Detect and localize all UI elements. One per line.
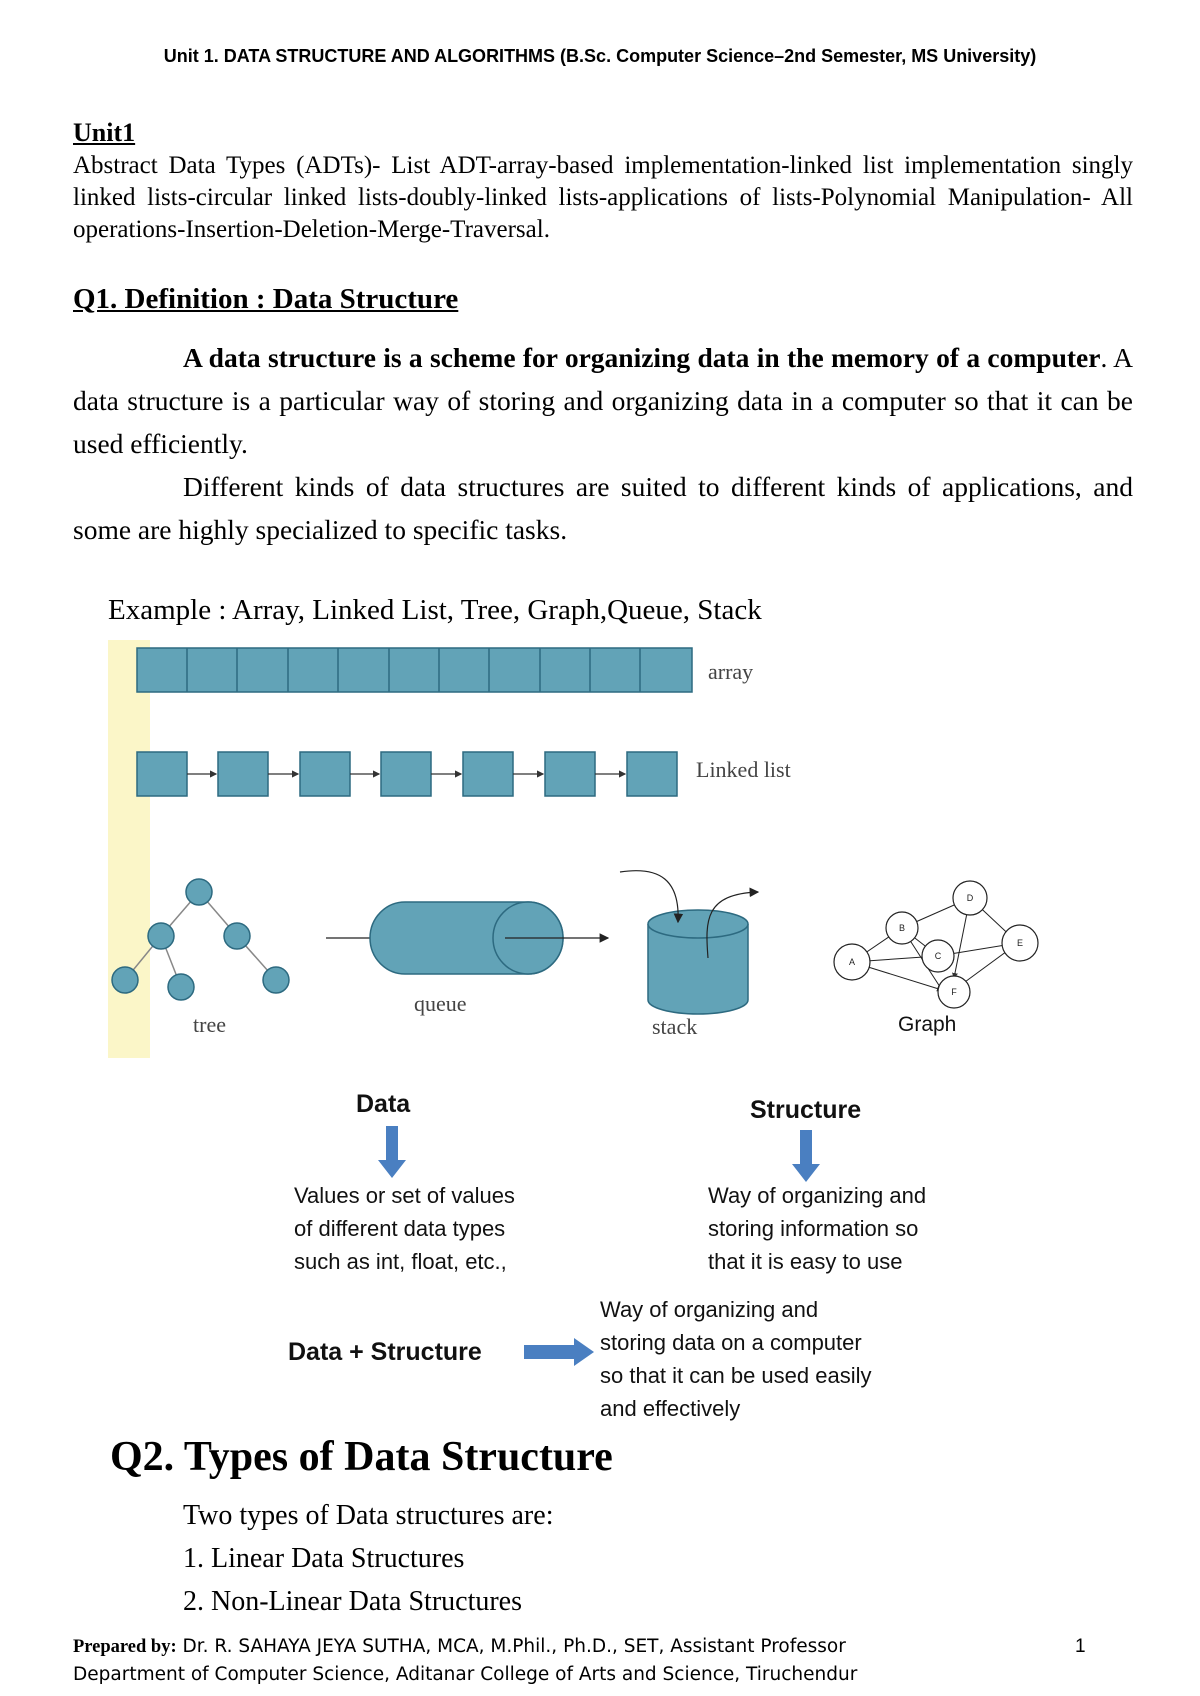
graph-node-f: F (951, 987, 957, 997)
q1-definition-rest: . A data structure is a particular way of storing and organizing data in a computer so that it can be used efficiently. (73, 342, 1134, 459)
queue-illustration (326, 902, 608, 974)
queue-label: queue (414, 991, 467, 1016)
structure-title: Structure (750, 1096, 862, 1124)
array-label: array (708, 659, 754, 684)
unit-syllabus: Abstract Data Types (ADTs)- List ADT-array-based implementation-linked list implementation singly linked lists-circular linked lists-doubly-linked lists-applications of lists-Polynomial Manipulation- All operations-Insertion-Deletion-Merge-Traversal. (73, 152, 1133, 243)
graph-illustration (834, 881, 1038, 1008)
q1-heading: Q1. Definition : Data Structure (73, 283, 459, 315)
decorative-strip (108, 640, 150, 1058)
graph-node-b: B (898, 923, 906, 933)
footer-prepared-by (73, 1636, 846, 1658)
graph-node-a: A (848, 957, 856, 967)
stack-illustration (620, 871, 758, 1014)
concept-diagram (288, 1090, 926, 1421)
data-title: Data (356, 1090, 411, 1118)
data-desc-line-1: Values or set of values (294, 1183, 515, 1208)
data-desc-line-3: such as int, float, etc., (294, 1249, 507, 1274)
structure-desc-line-3: that it is easy to use (708, 1249, 903, 1274)
structure-down-arrow-icon (792, 1130, 820, 1182)
graph-node-c: C (934, 951, 942, 961)
graph-node-e: E (1016, 938, 1024, 948)
data-desc-line-2: of different data types (294, 1216, 506, 1241)
q1-paragraph-2: Different kinds of data structures are suited to different kinds of applications, and some are highly specialized to specific tasks. (73, 471, 1133, 545)
q2-intro: Two types of Data structures are: (183, 1500, 554, 1531)
q2-heading: Q2. Types of Data Structure (110, 1434, 613, 1480)
structure-desc-line-1: Way of organizing and (708, 1183, 927, 1208)
data-down-arrow-icon (378, 1126, 406, 1178)
prepared-text: Dr. R. SAHAYA JEYA SUTHA, MCA, M.Phil., Ph.D., SET, Assistant Professor (176, 1636, 846, 1657)
combined-right-arrow-icon (524, 1338, 594, 1366)
tree-label: tree (193, 1012, 226, 1037)
combined-desc-line-3: so that it can be used easily (600, 1363, 872, 1388)
page-header: Unit 1. DATA STRUCTURE AND ALGORITHMS (B.Sc. Computer Science–2nd Semester, MS University) (163, 46, 1037, 66)
array-illustration (137, 648, 692, 692)
q1-bold-definition: A data structure is a scheme for organizing data in the memory of a computer (183, 342, 1101, 373)
graph-label: Graph (898, 1013, 957, 1036)
graph-node-d: D (966, 893, 974, 903)
structure-desc-line-2: storing information so (708, 1216, 919, 1241)
unit-title: Unit1 (73, 118, 136, 147)
linked-list-label: Linked list (696, 757, 791, 782)
page-number: 1 (1075, 1636, 1086, 1657)
combined-desc-line-4: and effectively (600, 1396, 741, 1421)
footer-department: Department of Computer Science, Aditanar College of Arts and Science, Tiruchendur (73, 1664, 858, 1685)
prepared-label: Prepared by: (73, 1637, 177, 1657)
stack-label: stack (652, 1014, 698, 1039)
q2-item-2: 2. Non-Linear Data Structures (183, 1586, 522, 1617)
combined-desc-line-1: Way of organizing and (600, 1297, 819, 1322)
combined-desc-line-2: storing data on a computer (600, 1330, 862, 1355)
example-line: Example : Array, Linked List, Tree, Graph,Queue, Stack (108, 594, 762, 626)
q2-item-1: 1. Linear Data Structures (183, 1543, 465, 1574)
combined-title: Data + Structure (288, 1338, 482, 1366)
